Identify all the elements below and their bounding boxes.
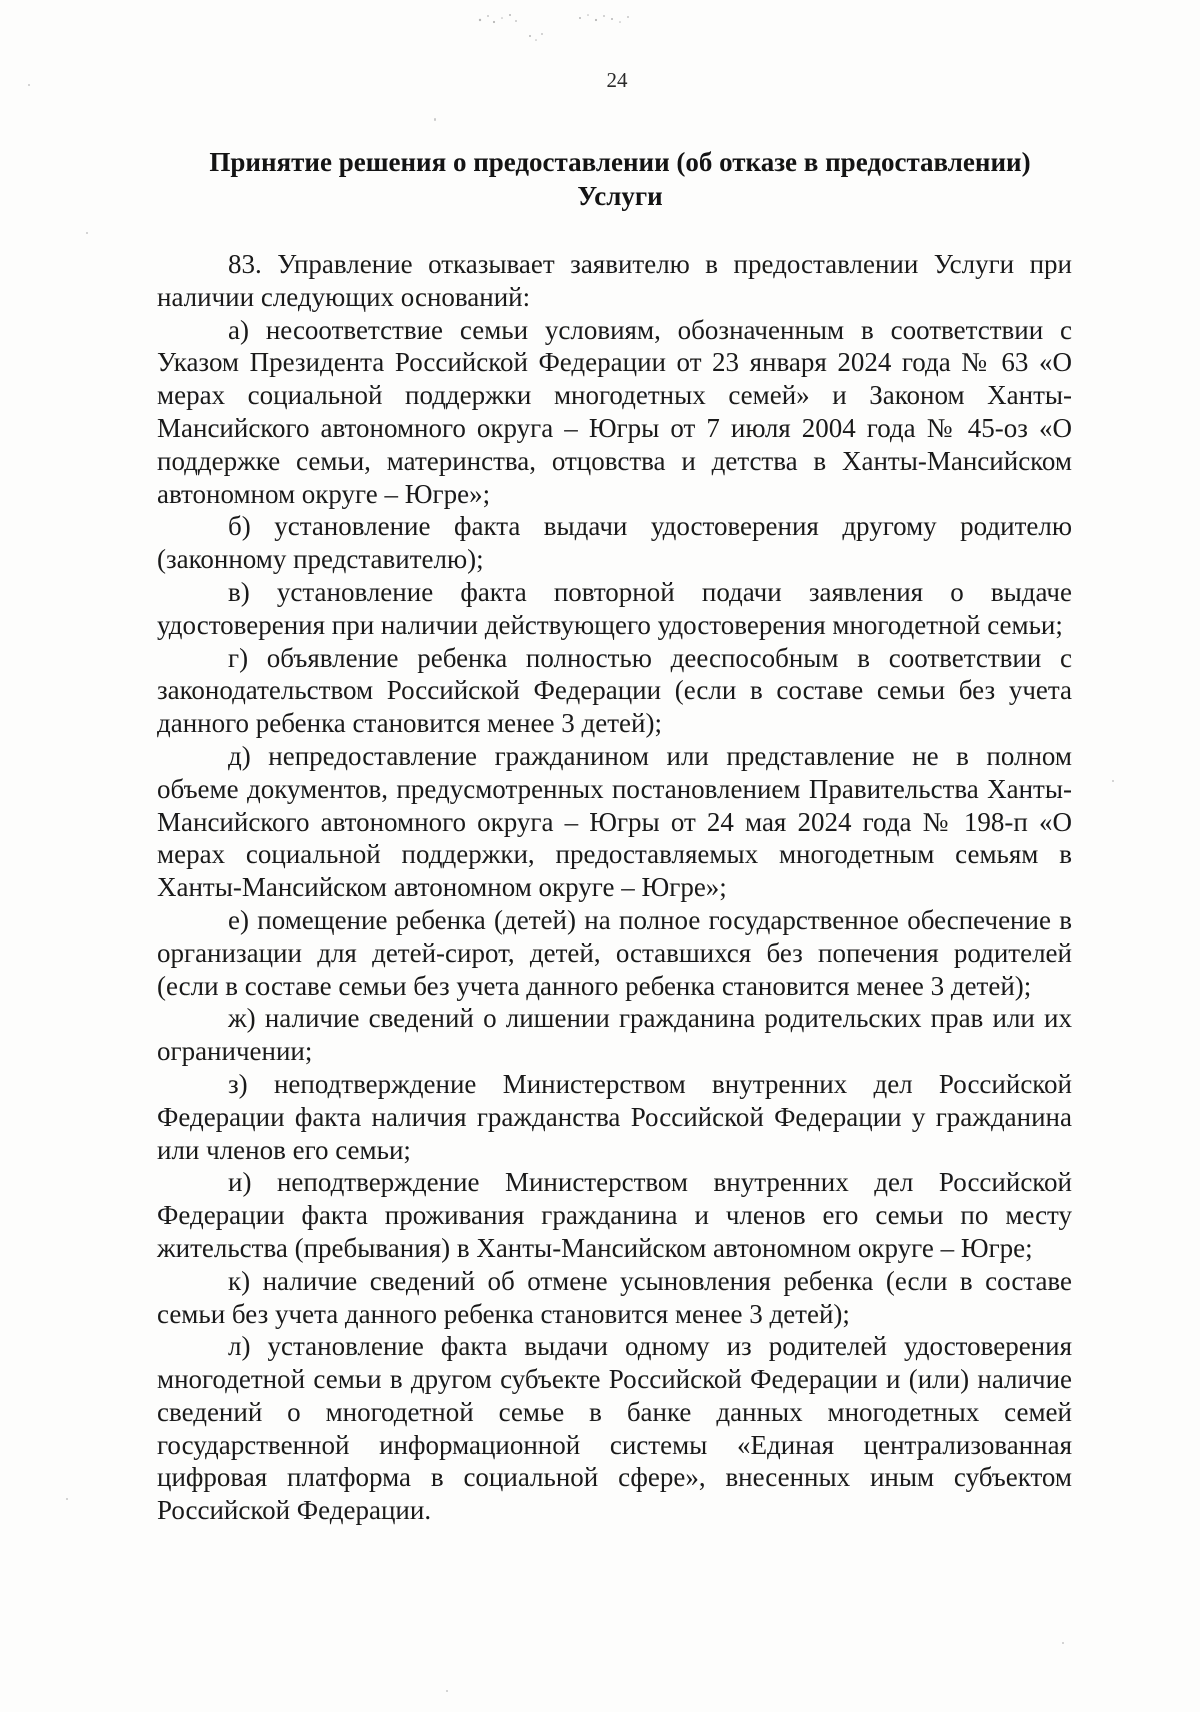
paragraph-item-k: к) наличие сведений об отмене усыновления ребенка (если в составе семьи без учета данного ребенка становится менее 3 детей); [157, 1265, 1072, 1329]
scan-speck [434, 118, 436, 121]
paragraph-item-g: г) объявление ребенка полностью дееспособным в соответствии с законодательством Российской Федерации (если в составе семьи без учета данного ребенка становится менее 3 детей); [157, 642, 1072, 739]
section-title [160, 145, 1080, 213]
page-number: 24 [606, 68, 628, 92]
paragraph-item-zh: ж) наличие сведений о лишении гражданина родительских прав или их ограничении; [157, 1003, 1072, 1067]
scan-noise-decoration [470, 6, 670, 46]
paragraph-item-d: д) непредоставление гражданином или представление не в полном объеме документов, предусмотренных постановлением Правительства Ханты-Мансийского автономного округа – Югры от 24 мая 2024 года № 198-п «О мерах социальной поддержки, предоставляемых многодетным семьям в Ханты-Мансийском автономном округе – Югре»; [157, 740, 1072, 903]
scan-speck [28, 84, 30, 86]
scan-speck [86, 232, 88, 234]
paragraph-item-e: е) помещение ребенка (детей) на полное государственное обеспечение в организации для детей-сирот, детей, оставшихся без попечения родителей (если в составе семьи без учета данного ребенка становится менее 3 детей); [157, 904, 1072, 1001]
paragraph-item-i: и) неподтверждение Министерством внутренних дел Российской Федерации факта проживания гражданина и членов его семьи по месту жительства (пребывания) в Ханты-Мансийском автономном округе – Югре; [157, 1167, 1072, 1263]
paragraph-item-b: б) установление факта выдачи удостоверения другому родителю (законному представителю); [157, 511, 1072, 575]
scan-speck [1062, 1642, 1064, 1644]
section-title-line-2: Услуги [577, 181, 663, 211]
paragraph-item-v: в) установление факта повторной подачи заявления о выдаче удостоверения при наличии действующего удостоверения многодетной семьи; [157, 576, 1072, 640]
paragraph-item-l: л) установление факта выдачи одному из родителей удостоверения многодетной семьи в другом субъекте Российской Федерации и (или) наличие сведений о многодетной семье в банке данных многодетных семей государственной информационной системы «Единая централизованная цифровая платформа в социальной сфере», внесенных иным субъектом Российской Федерации. [157, 1331, 1072, 1526]
scan-speck [66, 1498, 68, 1500]
scan-speck [446, 1690, 448, 1692]
document-body [157, 248, 1072, 1527]
paragraph-item-a: а) несоответствие семьи условиям, обозначенным в соответствии с Указом Президента Российской Федерации от 23 января 2024 года № 63 «О мерах социальной поддержки многодетных семей» и Законом Ханты-Мансийского автономного округа – Югры от 7 июля 2004 года № 45-оз «О поддержке семьи, материнства, отцовства и детства в Ханты-Мансийском автономном округе – Югре»; [157, 314, 1072, 509]
scan-speck [1112, 780, 1114, 782]
section-title-line-1: Принятие решения о предоставлении (об отказе в предоставлении) [209, 147, 1031, 177]
paragraph-item-z: з) неподтверждение Министерством внутренних дел Российской Федерации факта наличия гражданства Российской Федерации у гражданина или членов его семьи; [157, 1068, 1072, 1165]
paragraph-83: 83. Управление отказывает заявителю в предоставлении Услуги при наличии следующих оснований: [157, 249, 1072, 312]
